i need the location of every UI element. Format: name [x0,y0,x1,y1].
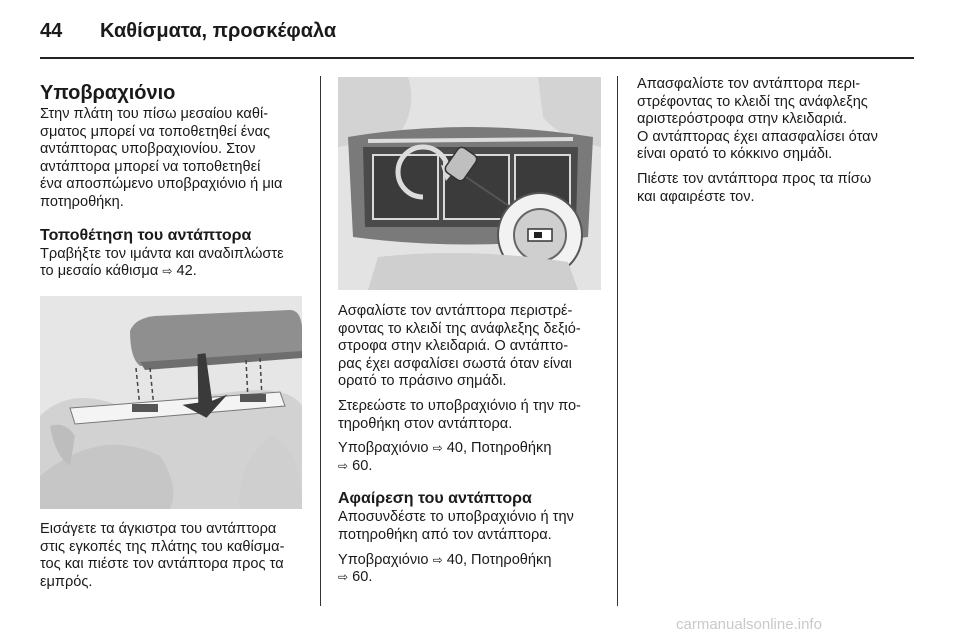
reference-paragraph-1: Υποβραχιόνιο ⇨ 40, Ποτηροθήκη ⇨ 60. [338,440,552,474]
column-divider-1 [320,76,321,606]
unlock-paragraph: Απασφαλίστε τον αντάπτορα περι- στρέφοντας το κλειδί της ανάφλεξης αριστερόστροφα στην κλειδαριά. [637,76,868,128]
page-ref-arrow-icon: ⇨ [338,458,349,473]
install-step-2: Εισάγετε τα άγκιστρα του αντάπτορα στις εγκοπές της πλάτης του καθίσμα- τος και πιέστε τον αντάπτορα προς τα εμπρός. [40,521,285,590]
unlock-paragraph-red-mark: Ο αντάπτορας έχει απασφαλίσει όταν είναι ορατό το κόκκινο σημάδι. [637,128,878,163]
header-rule [40,57,914,59]
detach-paragraph: Αποσυνδέστε το υποβραχιόνιο ή την ποτηροθήκη από τον αντάπτορα. [338,509,574,543]
section-heading-armrest: Υποβραχιόνιο [40,82,176,104]
attach-paragraph: Στερεώστε το υποβραχιόνιο ή την πο- τηροθήκη στον αντάπτορα. [338,397,581,432]
subheading-install-adapter: Τοποθέτηση του αντάπτορα [40,226,252,244]
subheading-remove-adapter: Αφαίρεση του αντάπτορα [338,490,532,508]
page-ref-arrow-icon: ⇨ [432,552,443,567]
page-ref-link[interactable]: 60. [352,457,373,474]
column-divider-2 [617,76,618,606]
page-ref-link[interactable]: 42. [176,263,197,280]
lock-paragraph: Ασφαλίστε τον αντάπτορα περιστρέ- φοντας το κλειδί της ανάφλεξης δεξιό- στροφα στην κλειδαριά. Ο αντάπτο- ρας έχει ασφαλίσει σωστά όταν είναι ορατό το πράσινο σημάδι. [338,303,581,390]
install-step-1: Τραβήξτε τον ιμάντα και αναδιπλώστε το μεσαίο κάθισμα ⇨ 42. [40,245,284,280]
reference-paragraph-2: Υποβραχιόνιο ⇨ 40, Ποτηροθήκη ⇨ 60. [338,551,552,586]
watermark: carmanualsonline.info [676,616,822,633]
page-ref-arrow-icon: ⇨ [432,441,443,456]
page-ref-link[interactable]: 40, Ποτηροθήκη [446,440,552,457]
column-3 [637,76,922,213]
remove-paragraph: Πιέστε τον αντάπτορα προς τα πίσω και αφαιρέστε τον. [637,170,872,205]
column-2 [338,303,610,594]
page-ref-arrow-icon: ⇨ [338,570,349,585]
page-ref-arrow-icon: ⇨ [162,264,173,279]
intro-paragraph: Στην πλάτη του πίσω μεσαίου καθί- σματος μπορεί να τοποθετηθεί ένας αντάπτορας υποβραχιονίου. Στον αντάπτορα μπορεί να τοποθετηθεί ένα αποσπώμενο υποβραχιόνιο ή μια ποτηροθήκη. [40,106,283,210]
page-ref-link[interactable]: 60. [352,569,373,586]
page-title: Καθίσματα, προσκέφαλα [100,20,337,42]
illustration-adapter-insert [40,296,302,509]
illustration-adapter-lock-key [338,77,601,290]
column-1 [40,81,312,288]
page-ref-link[interactable]: 40, Ποτηροθήκη [446,551,552,568]
page-number: 44 [40,20,63,42]
